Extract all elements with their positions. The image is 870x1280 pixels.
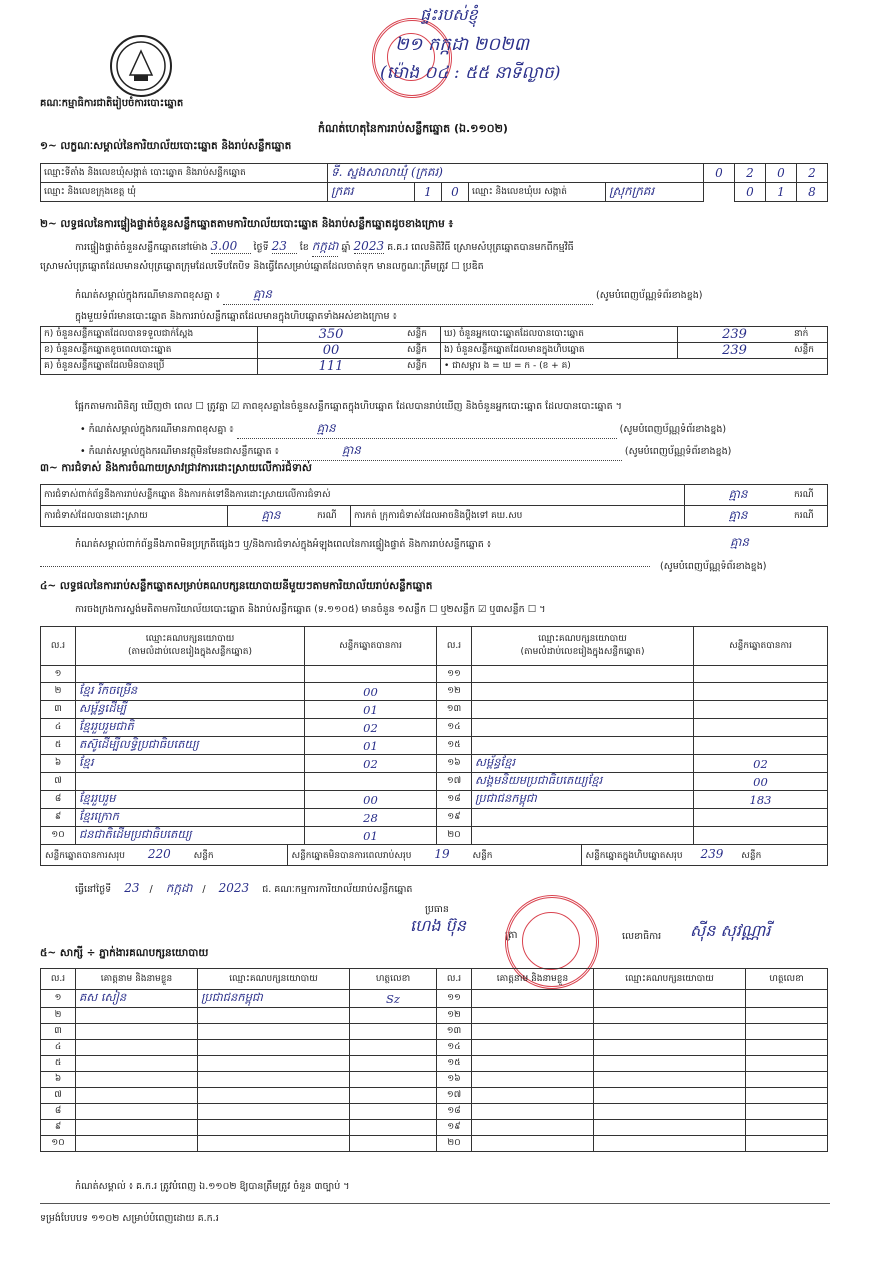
s5-row-no: ១៨ bbox=[437, 1104, 472, 1120]
s2-bullet1-hint: (សូមបំពេញប័ណ្ណទំព័រខាងខ្នង) bbox=[619, 424, 727, 435]
s2-right-label: ង) ចំនួនសន្លឹកឆ្នោតដែលមានក្នុងហិបឆ្នោត bbox=[441, 343, 678, 359]
s5-row-no: ១១ bbox=[437, 990, 472, 1008]
s4-row-votes: 183 bbox=[694, 791, 828, 809]
stamp-label: ត្រា bbox=[505, 930, 518, 941]
footer-rule bbox=[40, 1203, 830, 1204]
s2-line1-c: ខែ bbox=[299, 242, 309, 253]
s5-row-party bbox=[198, 1024, 350, 1040]
s4-col-party-sub: (តាមលំដាប់លេខរៀងក្នុងសន្លឹកឆ្នោត) bbox=[520, 647, 645, 657]
s5-row-name bbox=[472, 1008, 594, 1024]
s1-code: 0 bbox=[766, 164, 797, 183]
s5-row-no: ១៤ bbox=[437, 1040, 472, 1056]
s1-row2-value: ក្រគរ bbox=[328, 183, 415, 202]
s2-bullet2-value: គ្មាន bbox=[282, 442, 622, 461]
handwritten-note-3: (ម៉ោង ០៤ : ៥៥ នាទីល្ងាច) bbox=[380, 63, 561, 83]
s4-row-party: ខ្មែរ bbox=[76, 755, 305, 773]
s4-total-box bbox=[582, 845, 828, 865]
s5-row-sign bbox=[746, 1104, 828, 1120]
s2-line1-b: ថ្ងៃទី bbox=[253, 242, 269, 253]
s4-total-box-label: សន្លឹកឆ្នោតក្នុងហិបឆ្នោតសរុប bbox=[585, 851, 683, 861]
s5-col-sign: ហត្ថលេខា bbox=[746, 969, 828, 990]
s4-row-no: ៤ bbox=[41, 719, 76, 737]
s2-line1-a: ការផ្ទៀងផ្ទាត់ចំនួនសន្លឹកឆ្នោតនៅម៉ោង bbox=[75, 242, 208, 253]
s2-left-unit: សន្លឹក bbox=[404, 359, 441, 375]
s4-row-no: ៥ bbox=[41, 737, 76, 755]
s5-row-party bbox=[594, 1104, 746, 1120]
form-title: កំណត់ហេតុនៃការរាប់សន្លឹកឆ្នោត (ឯ.១១០២) bbox=[318, 122, 508, 135]
s5-row-party bbox=[198, 1104, 350, 1120]
s5-col-sign: ហត្ថលេខា bbox=[350, 969, 437, 990]
s4-col-party-label: ឈ្មោះគណបក្សនយោបាយ bbox=[538, 634, 627, 644]
s4-row-party bbox=[472, 701, 694, 719]
s4-row-no: ១៨ bbox=[437, 791, 472, 809]
s4-row-votes: 28 bbox=[305, 809, 437, 827]
s5-row-name bbox=[76, 1040, 198, 1056]
s4-col-votes: សន្លឹកឆ្នោតបានការ bbox=[305, 627, 437, 666]
s5-row-sign bbox=[350, 1008, 437, 1024]
s2-left-value: 111 bbox=[258, 359, 405, 375]
s2-right-unit: នាក់ bbox=[791, 327, 828, 343]
s5-row-party bbox=[594, 1024, 746, 1040]
s2-note-label: កំណត់សម្គាល់ក្នុងករណីមានភាពខុសគ្នា ៖ bbox=[75, 290, 220, 301]
s5-row-no: ១៧ bbox=[437, 1088, 472, 1104]
s4-col-party-label: ឈ្មោះគណបក្សនយោបាយ bbox=[145, 634, 235, 644]
s4-row-party bbox=[472, 809, 694, 827]
table-row bbox=[41, 1024, 828, 1040]
s4-unit: សន្លឹក bbox=[193, 851, 214, 861]
s5-row-name bbox=[76, 1104, 198, 1120]
s4-date-label: ធ្វើនៅថ្ងៃទី bbox=[75, 884, 112, 895]
s5-col-party: ឈ្មោះគណបក្សនយោបាយ bbox=[594, 969, 746, 990]
s4-date-day: 23 bbox=[124, 881, 140, 895]
s4-unit: សន្លឹក bbox=[741, 851, 762, 861]
s4-row-no: ១ bbox=[41, 666, 76, 683]
s4-row-no: ១៩ bbox=[437, 809, 472, 827]
s4-unit: សន្លឹក bbox=[472, 851, 493, 861]
table-row bbox=[41, 827, 828, 845]
s5-row-sign bbox=[350, 1136, 437, 1152]
s4-row-party: តស៊ូដើម្បីលទ្ធិប្រជាធិបតេយ្យ bbox=[76, 737, 305, 755]
table-row bbox=[41, 1120, 828, 1136]
s4-row-party: ខ្មែររួបរួម bbox=[76, 791, 305, 809]
s4-row-no: ១២ bbox=[437, 683, 472, 701]
s5-col-name: គោត្តនាម និងនាមខ្លួន bbox=[76, 969, 198, 990]
s3-row2-unit: ករណី bbox=[314, 506, 351, 527]
handwritten-note-1: ផ្ទះរបស់ខ្ញុំ bbox=[420, 5, 478, 24]
s4-row-no: ៦ bbox=[41, 755, 76, 773]
s5-row-party bbox=[198, 1072, 350, 1088]
s4-row-no: ១៤ bbox=[437, 719, 472, 737]
s2-bullet1-label: • កំណត់សម្គាល់ក្នុងករណីមានភាពខុសគ្នា ៖ bbox=[80, 424, 234, 435]
s2-left-label: ខ) ចំនួនសន្លឹកឆ្នោតខូចពេលបោះឆ្នោត bbox=[41, 343, 258, 359]
s5-row-sign bbox=[746, 1136, 828, 1152]
table-row bbox=[41, 1040, 828, 1056]
president-signature: ហេង ប៊ុន bbox=[410, 916, 466, 935]
s5-row-party bbox=[594, 1136, 746, 1152]
s5-row-sign bbox=[350, 1072, 437, 1088]
s5-row-no: ១៦ bbox=[437, 1072, 472, 1088]
s1-row1-value: ទី. ស្នងសាលាឃុំ (ក្រគរ) bbox=[328, 164, 704, 183]
s5-row-sign bbox=[350, 1056, 437, 1072]
s5-row-no: ៧ bbox=[41, 1088, 76, 1104]
s2-note-value: គ្មាន bbox=[223, 286, 593, 305]
s4-col-no: ល.រ bbox=[437, 627, 472, 666]
s4-col-party-sub: (តាមលំដាប់លេខរៀងក្នុងសន្លឹកឆ្នោត) bbox=[128, 647, 252, 657]
s5-row-name bbox=[472, 1072, 594, 1088]
s5-row-name bbox=[472, 1040, 594, 1056]
s4-row-no: ១៥ bbox=[437, 737, 472, 755]
form-footer: ទម្រង់បែបបទ ១១០២ សម្រាប់បំពេញដោយ គ.ក.រ bbox=[40, 1213, 219, 1224]
s4-row-party bbox=[76, 773, 305, 791]
s4-row-no: ១៦ bbox=[437, 755, 472, 773]
s5-row-party bbox=[198, 1088, 350, 1104]
s4-intro: ការចងក្រងការស្ទង់មតិតាមការិយាល័យបោះឆ្នោត និងរាប់សន្លឹកឆ្នោត (ទ.១១០៥) មានចំនួន ១សន្លឹក ☐ ឬ២សន្លឹក ☑ ឬ៣សន្លឹក ☐ ។ bbox=[75, 604, 546, 615]
s5-row-name bbox=[76, 1072, 198, 1088]
s5-row-no: ២០ bbox=[437, 1136, 472, 1152]
s1-code: 1 bbox=[766, 183, 797, 202]
s5-col-no: ល.រ bbox=[41, 969, 76, 990]
s4-col-party bbox=[76, 627, 305, 666]
s5-row-no: ៤ bbox=[41, 1040, 76, 1056]
s4-row-party bbox=[472, 683, 694, 701]
s1-row2-label: ឈ្មោះ និងលេខក្រុងខេត្ត ឃុំ bbox=[41, 183, 328, 202]
s5-row-sign bbox=[746, 1120, 828, 1136]
s1-code: 2 bbox=[797, 164, 828, 183]
s2-note bbox=[75, 286, 835, 305]
s4-row-no: ៩ bbox=[41, 809, 76, 827]
s4-row-votes: 02 bbox=[305, 755, 437, 773]
s5-row-party bbox=[198, 1120, 350, 1136]
section1-title: ១~ លក្ខណៈសម្គាល់នៃការិយាល័យបោះឆ្នោត និងរាប់សន្លឹកឆ្នោត bbox=[40, 140, 292, 152]
s2-check-line: ផ្អែកតាមការពិនិត្យ ឃើញថា ពេល ☐ ត្រូវគ្នា ☑ ភាពខុសគ្នានៃចំនួនសន្លឹកឆ្នោតក្នុងហិបឆ្នោត ដែលបានរាប់ឃើញ និងចំនួនអ្នកបោះឆ្នោត ដែលបានបោះឆ្នោត ។ bbox=[75, 401, 622, 412]
s4-total-valid-label: សន្លឹកឆ្នោតបានការសរុប bbox=[45, 851, 125, 861]
nec-logo bbox=[110, 35, 172, 97]
s5-row-name bbox=[76, 1136, 198, 1152]
s4-total-valid-value: 220 bbox=[147, 847, 171, 861]
s5-row-name bbox=[472, 1120, 594, 1136]
table-row bbox=[41, 701, 828, 719]
s5-witness-table bbox=[40, 968, 828, 1152]
table-row bbox=[41, 683, 828, 701]
s1-code: 0 bbox=[442, 183, 469, 202]
section2-title: ២~ លទ្ធផលនៃការផ្ទៀងផ្ទាត់ចំនួនសន្លឹកឆ្នោតតាមការិយាល័យបោះឆ្នោត និងរាប់សន្លឹកឆ្នោតដូចខាងក្រោម ៖ bbox=[40, 218, 454, 230]
s4-row-votes bbox=[694, 719, 828, 737]
s4-row-votes bbox=[694, 701, 828, 719]
s5-row-name bbox=[76, 1056, 198, 1072]
s5-row-party bbox=[594, 1040, 746, 1056]
s2-bullet1 bbox=[80, 420, 830, 439]
s4-row-party: ប្រជាជនកម្ពុជា bbox=[472, 791, 694, 809]
s5-row-name bbox=[76, 1088, 198, 1104]
s3-row2-label: ការជំទាស់ដែលបានដោះស្រាយ bbox=[41, 506, 228, 527]
s4-total-invalid bbox=[288, 845, 582, 865]
s2-line1 bbox=[75, 238, 574, 257]
s4-row-votes: 00 bbox=[305, 683, 437, 701]
s4-row-votes: 00 bbox=[694, 773, 828, 791]
s1-code: 1 bbox=[415, 183, 442, 202]
s5-col-party: ឈ្មោះគណបក្សនយោបាយ bbox=[198, 969, 350, 990]
s1-row1-label: ឈ្មោះទីតាំង និងលេខឃុំសង្កាត់ បោះឆ្នោត និងរាប់សន្លឹកឆ្នោត bbox=[41, 164, 328, 183]
s5-row-party bbox=[594, 990, 746, 1008]
s2-bullet2-label: • កំណត់សម្គាល់ក្នុងករណីមានវត្ថុមិនមែនជាសន្លឹកឆ្នោត ៖ bbox=[80, 446, 279, 457]
s5-row-sign bbox=[350, 1088, 437, 1104]
s4-row-votes: 02 bbox=[694, 755, 828, 773]
s4-row-votes: 01 bbox=[305, 701, 437, 719]
s5-row-sign bbox=[746, 990, 828, 1008]
s5-row-no: ៨ bbox=[41, 1104, 76, 1120]
s5-row-sign bbox=[350, 1040, 437, 1056]
secretary-label: លេខាធិការ bbox=[622, 931, 662, 942]
s5-row-name bbox=[76, 1120, 198, 1136]
s3-row1-unit: ករណី bbox=[791, 485, 828, 506]
s2-left-label: គ) ចំនួនសន្លឹកឆ្នោតដែលមិនបានប្រើ bbox=[41, 359, 258, 375]
s1-row2-label-b: ឈ្មោះ និងលេខឃុំបរ សង្កាត់ bbox=[469, 183, 606, 202]
s2-month: កក្កដា bbox=[312, 238, 339, 257]
s3-row1-value: គ្មាន bbox=[685, 485, 792, 506]
handwritten-note-2: ២១ កក្កដា ២០២៣ bbox=[395, 34, 530, 55]
s4-col-party bbox=[472, 627, 694, 666]
s4-row-no: ២ bbox=[41, 683, 76, 701]
s5-row-sign: Sz bbox=[350, 990, 437, 1008]
s1-code: 0 bbox=[735, 183, 766, 202]
s3-note-line bbox=[40, 566, 650, 567]
table-row bbox=[41, 1008, 828, 1024]
s4-row-votes bbox=[694, 809, 828, 827]
s4-date-month: កក្កដា bbox=[165, 881, 193, 895]
s4-date-after: ជ. គណៈកម្មការការិយាល័យរាប់សន្លឹកឆ្នោត bbox=[262, 884, 413, 895]
table-row bbox=[41, 666, 828, 683]
s2-left-value: 350 bbox=[258, 327, 405, 343]
s4-date-line: ធ្វើនៅថ្ងៃទី 23 / កក្កដា / 2023 ជ. គណៈកម្មការការិយាល័យរាប់សន្លឹកឆ្នោត bbox=[75, 881, 413, 895]
s4-row-votes bbox=[305, 773, 437, 791]
s2-bullet2 bbox=[80, 442, 830, 461]
s5-row-no: ១ bbox=[41, 990, 76, 1008]
s1-code: 2 bbox=[735, 164, 766, 183]
s4-row-party bbox=[472, 666, 694, 683]
s5-row-no: ៥ bbox=[41, 1056, 76, 1072]
s4-results-table bbox=[40, 626, 828, 866]
s4-row-party: ជនជាតិដើមប្រជាធិបតេយ្យ bbox=[76, 827, 305, 845]
s5-row-party bbox=[198, 1056, 350, 1072]
s5-row-sign bbox=[746, 1088, 828, 1104]
s5-row-party bbox=[594, 1120, 746, 1136]
section5-title: ៥~ សាក្សី ÷ ភ្នាក់ងារគណបក្សនយោបាយ bbox=[40, 947, 209, 959]
s5-col-name: គោត្តនាម និងនាមខ្លួន bbox=[472, 969, 594, 990]
s5-row-sign bbox=[350, 1024, 437, 1040]
s3-row2-value: គ្មាន bbox=[228, 506, 315, 527]
s2-left-unit: សន្លឹក bbox=[404, 327, 441, 343]
s5-footnote: កំណត់សម្គាល់ ៖ គ.ក.រ ត្រូវបំពេញ ឯ.១១០២ ឱ្យបានត្រឹមត្រូវ ចំនួន ៣ច្បាប់ ។ bbox=[75, 1181, 350, 1192]
s1-row2-value-b: ស្រុកក្រគរ bbox=[606, 183, 704, 202]
s5-row-no: ៦ bbox=[41, 1072, 76, 1088]
s4-row-party bbox=[76, 666, 305, 683]
s2-right-unit: សន្លឹក bbox=[791, 343, 828, 359]
s5-row-sign bbox=[746, 1008, 828, 1024]
s5-row-no: ៣ bbox=[41, 1024, 76, 1040]
s5-row-name bbox=[76, 1024, 198, 1040]
s4-row-party bbox=[472, 719, 694, 737]
s4-row-party: ខ្មែរ រីកចម្រើន bbox=[76, 683, 305, 701]
s4-row-party bbox=[472, 737, 694, 755]
section3-title: ៣~ ការជំទាស់ និងការចំណាយស្រាវជ្រាវការដោះស្រាយលើការជំទាស់ bbox=[40, 462, 312, 474]
table-row bbox=[41, 1136, 828, 1152]
s4-row-votes bbox=[694, 666, 828, 683]
section1-table bbox=[40, 163, 828, 202]
s5-row-party bbox=[198, 1136, 350, 1152]
s4-total-box-value: 239 bbox=[700, 847, 724, 861]
s4-row-no: ៧ bbox=[41, 773, 76, 791]
s4-row-party: សង្គមនិយមប្រជាធិបតេយ្យខ្មែរ bbox=[472, 773, 694, 791]
s2-left-value: 00 bbox=[258, 343, 405, 359]
table-row bbox=[41, 990, 828, 1008]
secretary-signature: ស៊ីន សុវណ្ណារី bbox=[690, 921, 771, 940]
s4-row-party: សម្ព័ន្ធខ្មែរ bbox=[472, 755, 694, 773]
s2-year: 2023 bbox=[353, 239, 385, 253]
s3-row2-label-b: ការកត់ ក្រុការជំទាស់ដែលអាចនិងប្តឹងទៅ គឃ.សប bbox=[351, 506, 685, 527]
s5-row-no: ១៣ bbox=[437, 1024, 472, 1040]
s2-bullet1-value: គ្មាន bbox=[237, 420, 617, 439]
s3-row2-value-b: គ្មាន bbox=[685, 506, 792, 527]
s4-row-party: សម្ព័ន្ធដើម្បី bbox=[76, 701, 305, 719]
s5-row-no: ៩ bbox=[41, 1120, 76, 1136]
s5-row-sign bbox=[746, 1056, 828, 1072]
s5-row-no: ១២ bbox=[437, 1008, 472, 1024]
s5-row-name bbox=[472, 1056, 594, 1072]
table-row bbox=[41, 1056, 828, 1072]
s2-day: 23 bbox=[272, 239, 297, 254]
s5-row-name bbox=[472, 1104, 594, 1120]
s2-left-label: ក) ចំនួនសន្លឹកឆ្នោតដែលបានទទួលជាក់ស្តែង bbox=[41, 327, 258, 343]
s4-row-no: ៣ bbox=[41, 701, 76, 719]
s3-table bbox=[40, 484, 828, 527]
s4-row-party: ខ្មែរក្រោក bbox=[76, 809, 305, 827]
s2-note-hint: (សូមបំពេញប័ណ្ណទំព័រខាងខ្នង) bbox=[596, 290, 703, 301]
s5-row-party bbox=[198, 1008, 350, 1024]
s4-row-votes: 00 bbox=[305, 791, 437, 809]
s2-right-label: • ជាសម្ភារ ង = ឃ = ក - (ខ + គ) bbox=[441, 359, 828, 375]
s4-col-votes: សន្លឹកឆ្នោតបានការ bbox=[694, 627, 828, 666]
s4-row-no: ១០ bbox=[41, 827, 76, 845]
s5-row-no: ១០ bbox=[41, 1136, 76, 1152]
s3-row2-unit-b: ករណី bbox=[791, 506, 828, 527]
table-row bbox=[41, 1104, 828, 1120]
s4-total-valid bbox=[41, 845, 288, 865]
s5-row-name bbox=[472, 1088, 594, 1104]
s2-time: 3.00 bbox=[211, 239, 251, 254]
s5-col-no: ល.រ bbox=[437, 969, 472, 990]
table-row bbox=[41, 719, 828, 737]
s5-row-no: ១៩ bbox=[437, 1120, 472, 1136]
table-row bbox=[41, 1088, 828, 1104]
s5-row-party bbox=[594, 1072, 746, 1088]
s5-row-name: គស សៀន bbox=[76, 990, 198, 1008]
s4-row-votes bbox=[694, 737, 828, 755]
s5-row-sign bbox=[746, 1040, 828, 1056]
s5-row-name bbox=[76, 1008, 198, 1024]
s5-row-name bbox=[472, 1136, 594, 1152]
s3-note-label: កំណត់សម្គាល់ពាក់ព័ន្ធនឹងភាពមិនប្រក្រតីផ្សេងៗ ឬ/និងការជំទាស់ក្នុងអំឡុងពេលនៃការផ្ទៀងផ្ទាត់ និងការរាប់សន្លឹកឆ្នោត ៖ bbox=[75, 539, 492, 550]
s5-row-name bbox=[472, 990, 594, 1008]
s2-right-value: 239 bbox=[678, 327, 792, 343]
s4-row-no: ៨ bbox=[41, 791, 76, 809]
s4-row-no: ១១ bbox=[437, 666, 472, 683]
president-label: ប្រធាន bbox=[425, 904, 449, 915]
s2-left-unit: សន្លឹក bbox=[404, 343, 441, 359]
s4-row-votes: 01 bbox=[305, 827, 437, 845]
s2-line2: ស្រោមសំបុត្រឆ្នោតដែលមានសំបុត្រឆ្នោតក្រុមដែលទើបតែបិទ និងធ្វើតែសម្រាប់ឆ្នោតដែលចាត់ទុក មានលក្ខណៈត្រឹមត្រូវ ☐ ប្រឌិត bbox=[40, 261, 484, 272]
s2-right-value: 239 bbox=[678, 343, 792, 359]
s5-row-party bbox=[594, 1056, 746, 1072]
s2-count-table bbox=[40, 326, 828, 375]
s5-row-sign bbox=[350, 1120, 437, 1136]
s5-row-no: ១៥ bbox=[437, 1056, 472, 1072]
s4-total-invalid-label: សន្លឹកឆ្នោតមិនបានការពេលរាប់សរុប bbox=[291, 851, 412, 861]
s3-note-value: គ្មាន bbox=[730, 535, 750, 549]
s5-row-sign bbox=[350, 1104, 437, 1120]
s5-row-name bbox=[472, 1024, 594, 1040]
s5-row-party bbox=[594, 1008, 746, 1024]
s4-col-no: ល.រ bbox=[41, 627, 76, 666]
s4-row-votes bbox=[694, 827, 828, 845]
s4-row-party: ខ្មែររួបរួមជាតិ bbox=[76, 719, 305, 737]
table-row bbox=[41, 791, 828, 809]
s2-bullet2-hint: (សូមបំពេញប័ណ្ណទំព័រខាងខ្នង) bbox=[624, 446, 732, 457]
s4-row-votes bbox=[305, 666, 437, 683]
s4-row-votes: 01 bbox=[305, 737, 437, 755]
s2-table-intro: ក្នុងមួយទំព័រមានបោះឆ្នោត និងការរាប់សន្លឹកឆ្នោតដែលមានក្នុងហិបឆ្នោតទាំងអស់ខាងក្រោម ៖ bbox=[75, 311, 397, 322]
table-row bbox=[41, 755, 828, 773]
s5-row-party: ប្រជាជនកម្ពុជា bbox=[198, 990, 350, 1008]
table-row bbox=[41, 809, 828, 827]
table-row bbox=[41, 773, 828, 791]
s5-row-no: ២ bbox=[41, 1008, 76, 1024]
s5-row-party bbox=[594, 1088, 746, 1104]
s4-row-votes bbox=[694, 683, 828, 701]
section4-title: ៤~ លទ្ធផលនៃការរាប់សន្លឹកឆ្នោតសម្រាប់គណបក្សនយោបាយនីមួយៗតាមការិយាល័យរាប់សន្លឹកឆ្នោត bbox=[40, 580, 433, 592]
s4-date-year: 2023 bbox=[218, 881, 250, 895]
s4-row-votes: 02 bbox=[305, 719, 437, 737]
s4-row-no: ១៣ bbox=[437, 701, 472, 719]
table-row bbox=[41, 1072, 828, 1088]
s2-line1-d: ឆ្នាំ bbox=[341, 242, 351, 253]
s4-row-no: ២០ bbox=[437, 827, 472, 845]
s1-code: 8 bbox=[797, 183, 828, 202]
s4-total-invalid-value: 19 bbox=[434, 847, 450, 861]
s5-row-sign bbox=[746, 1072, 828, 1088]
s2-right-label: ឃ) ចំនួនអ្នកបោះឆ្នោតដែលបានបោះឆ្នោត bbox=[441, 327, 678, 343]
s4-row-no: ១៧ bbox=[437, 773, 472, 791]
s3-row1-label: ការជំទាស់ពាក់ព័ន្ធនឹងការរាប់សន្លឹកឆ្នោត និងការកត់ទៅនឹងការដោះស្រាយលើការជំទាស់ bbox=[41, 485, 685, 506]
org-name: គណៈកម្មាធិការជាតិរៀបចំការបោះឆ្នោត bbox=[40, 98, 184, 109]
s4-row-party bbox=[472, 827, 694, 845]
s3-hint: (សូមបំពេញប័ណ្ណទំព័រខាងខ្នង) bbox=[660, 561, 767, 572]
s5-row-party bbox=[198, 1040, 350, 1056]
s2-line1-e: គ.គ.រ ពេលនិតិវិធី ស្រោមសំបុត្រឆ្នោតបានមកពីកម្មវិធី bbox=[387, 242, 574, 253]
table-row bbox=[41, 737, 828, 755]
s5-row-sign bbox=[746, 1024, 828, 1040]
s1-code: 0 bbox=[704, 164, 735, 183]
